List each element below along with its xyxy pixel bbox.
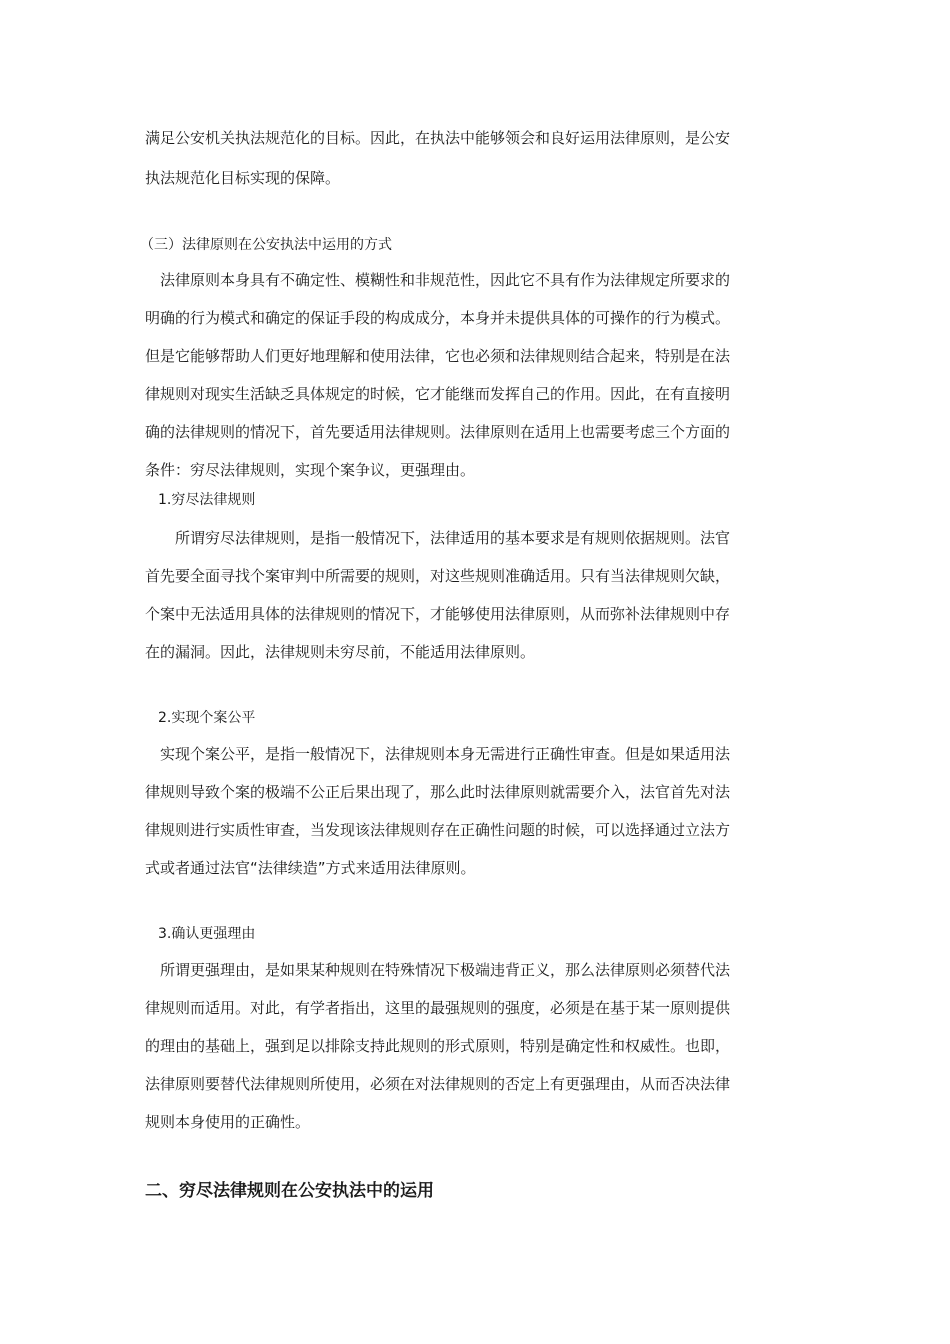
paragraph-line: 所谓更强理由，是如果某种规则在特殊情况下极端违背正义，那么法律原则必须替代法 xyxy=(160,961,731,979)
paragraph-line: 式或者通过法官“法律续造”方式来适用法律原则。 xyxy=(145,859,476,877)
paragraph-line: 确的法律规则的情况下，首先要适用法律规则。法律原则在适用上也需要考虑三个方面的 xyxy=(145,423,731,441)
paragraph-line: 律规则而适用。对此，有学者指出，这里的最强规则的强度，必须是在基于某一原则提供 xyxy=(145,999,731,1017)
paragraph-line: 满足公安机关执法规范化的目标。因此，在执法中能够领会和良好运用法律原则，是公安 xyxy=(145,129,731,147)
paragraph-line: 首先要全面寻找个案审判中所需要的规则，对这些规则准确适用。只有当法律规则欠缺， xyxy=(145,567,731,585)
paragraph-line: 法律原则要替代法律规则所使用，必须在对法律规则的否定上有更强理由，从而否决法律 xyxy=(145,1075,731,1093)
paragraph-line: 律规则进行实质性审查，当发现该法律规则存在正确性问题的时候，可以选择通过立法方 xyxy=(145,821,731,839)
subsection-heading: 3.确认更强理由 xyxy=(158,926,256,942)
paragraph-line: 但是它能够帮助人们更好地理解和使用法律，它也必须和法律规则结合起来，特别是在法 xyxy=(145,347,731,365)
section-heading: （三）法律原则在公安执法中运用的方式 xyxy=(140,237,392,253)
paragraph-line: 明确的行为模式和确定的保证手段的构成成分，本身并未提供具体的可操作的行为模式。 xyxy=(145,309,731,327)
paragraph-line: 律规则对现实生活缺乏具体规定的时候，它才能继而发挥自己的作用。因此，在有直接明 xyxy=(145,385,731,403)
paragraph-line: 在的漏洞。因此，法律规则未穷尽前，不能适用法律原则。 xyxy=(145,643,536,661)
paragraph-line: 规则本身使用的正确性。 xyxy=(145,1113,311,1131)
paragraph-line: 个案中无法适用具体的法律规则的情况下，才能够使用法律原则，从而弥补法律规则中存 xyxy=(145,605,731,623)
subsection-heading: 1.穷尽法律规则 xyxy=(158,492,256,508)
paragraph-line: 法律原则本身具有不确定性、模糊性和非规范性，因此它不具有作为法律规定所要求的 xyxy=(160,271,731,289)
paragraph-line: 实现个案公平，是指一般情况下，法律规则本身无需进行正确性审查。但是如果适用法 xyxy=(160,745,731,763)
subsection-heading: 2.实现个案公平 xyxy=(158,710,256,726)
paragraph-line: 律规则导致个案的极端不公正后果出现了，那么此时法律原则就需要介入，法官首先对法 xyxy=(145,783,731,801)
paragraph-line: 执法规范化目标实现的保障。 xyxy=(145,169,341,187)
chapter-heading: 二、穷尽法律规则在公安执法中的运用 xyxy=(145,1181,434,1201)
paragraph-line: 的理由的基础上，强到足以排除支持此规则的形式原则，特别是确定性和权威性。也即， xyxy=(145,1037,731,1055)
paragraph-line: 条件：穷尽法律规则，实现个案争议，更强理由。 xyxy=(145,461,476,479)
paragraph-line: 所谓穷尽法律规则，是指一般情况下，法律适用的基本要求是有规则依据规则。法官 xyxy=(175,529,731,547)
